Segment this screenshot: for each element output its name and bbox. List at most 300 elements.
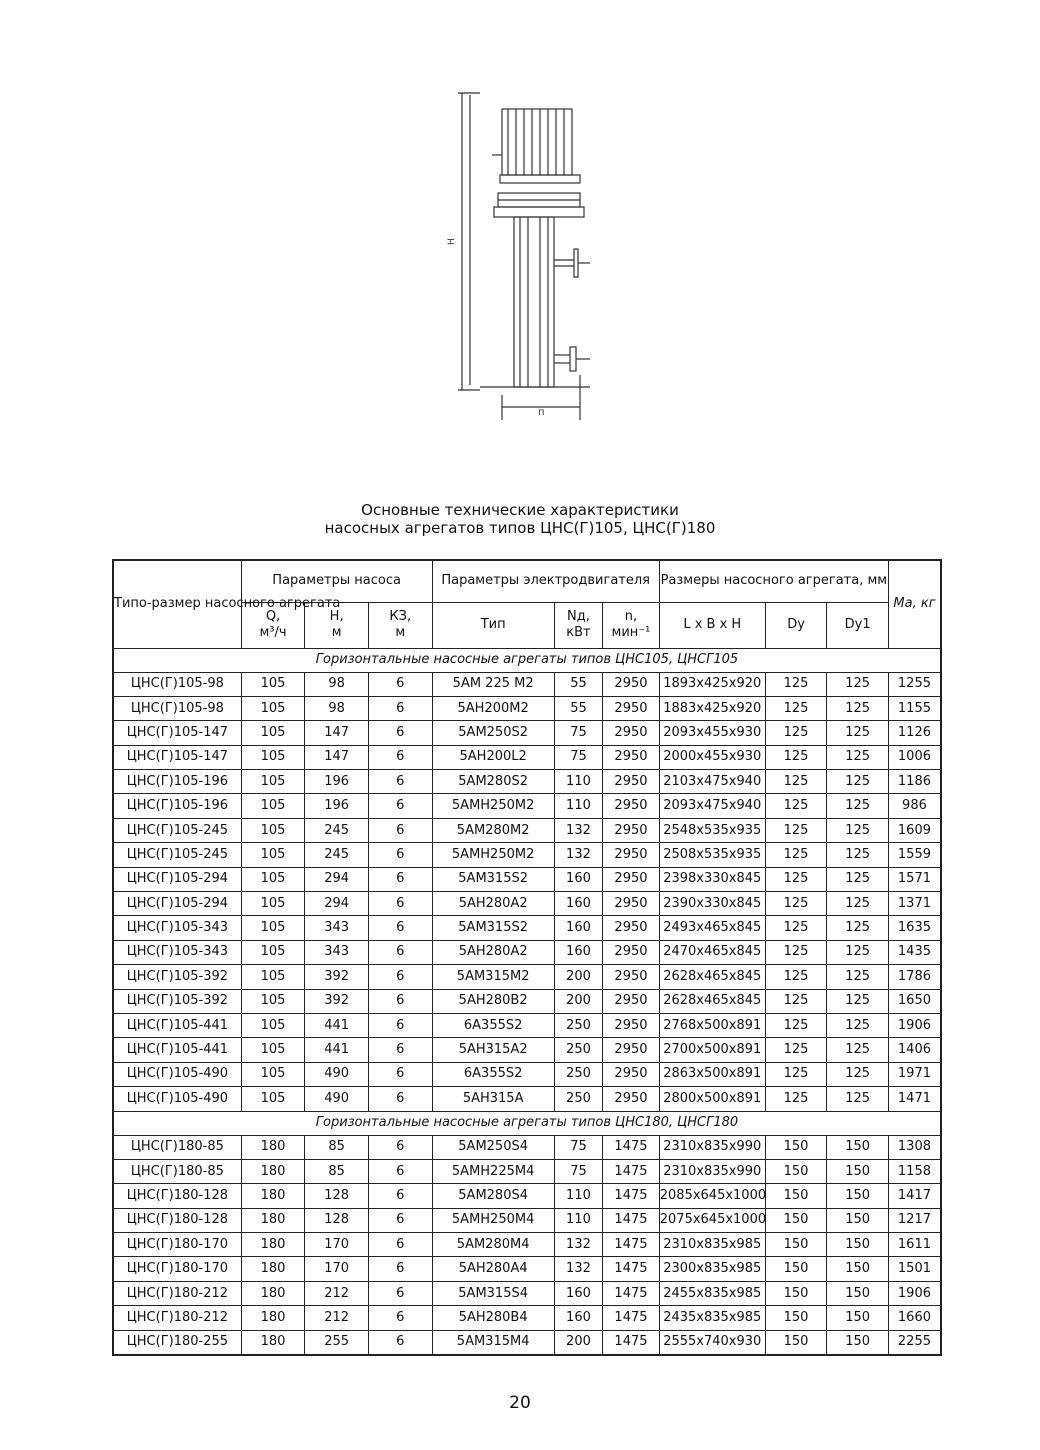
cell-q: 105 bbox=[241, 916, 305, 940]
cell-kz: 6 bbox=[368, 1281, 432, 1305]
cell-q: 180 bbox=[241, 1159, 305, 1183]
cell-dimensions: 2310x835x985 bbox=[659, 1233, 765, 1257]
cell-kz: 6 bbox=[368, 1135, 432, 1159]
cell-power: 250 bbox=[554, 1087, 602, 1111]
cell-kz: 6 bbox=[368, 696, 432, 720]
header-size: Типо-размер насосного агрегата bbox=[113, 560, 241, 648]
cell-size-name: ЦНС(Г)105-98 bbox=[113, 672, 241, 696]
cell-dy1: 150 bbox=[827, 1208, 889, 1232]
header-pump-params: Параметры насоса bbox=[241, 560, 432, 602]
cell-power: 110 bbox=[554, 1184, 602, 1208]
cell-dy1: 150 bbox=[827, 1159, 889, 1183]
cell-q: 180 bbox=[241, 1208, 305, 1232]
cell-kz: 6 bbox=[368, 1208, 432, 1232]
cell-kz: 6 bbox=[368, 940, 432, 964]
cell-motor-type: 5АМН250М2 bbox=[432, 843, 554, 867]
cell-dimensions: 2300x835x985 bbox=[659, 1257, 765, 1281]
cell-q: 105 bbox=[241, 843, 305, 867]
cell-h: 343 bbox=[305, 916, 369, 940]
header-lbh: L x B x H bbox=[659, 602, 765, 648]
cell-mass: 1006 bbox=[888, 745, 941, 769]
cell-q: 105 bbox=[241, 1087, 305, 1111]
cell-dimensions: 2863x500x891 bbox=[659, 1062, 765, 1086]
cell-h: 196 bbox=[305, 770, 369, 794]
cell-dy1: 125 bbox=[827, 1062, 889, 1086]
cell-size-name: ЦНС(Г)180-128 bbox=[113, 1208, 241, 1232]
cell-power: 200 bbox=[554, 989, 602, 1013]
header-nd: Nд, кВт bbox=[554, 602, 602, 648]
cell-dimensions: 2628x465x845 bbox=[659, 965, 765, 989]
cell-h: 128 bbox=[305, 1208, 369, 1232]
cell-dy: 150 bbox=[765, 1281, 827, 1305]
cell-motor-type: 5АМ315S2 bbox=[432, 867, 554, 891]
cell-size-name: ЦНС(Г)180-170 bbox=[113, 1257, 241, 1281]
cell-motor-type: 6А355S2 bbox=[432, 1013, 554, 1037]
cell-power: 250 bbox=[554, 1013, 602, 1037]
cell-dy1: 125 bbox=[827, 940, 889, 964]
cell-q: 105 bbox=[241, 1038, 305, 1062]
cell-motor-type: 5АМ315М4 bbox=[432, 1330, 554, 1355]
cell-dimensions: 2548x535x935 bbox=[659, 818, 765, 842]
cell-dimensions: 2800x500x891 bbox=[659, 1087, 765, 1111]
cell-power: 110 bbox=[554, 1208, 602, 1232]
cell-speed: 2950 bbox=[603, 1062, 660, 1086]
cell-h: 255 bbox=[305, 1330, 369, 1355]
cell-speed: 2950 bbox=[603, 818, 660, 842]
cell-dy1: 150 bbox=[827, 1184, 889, 1208]
cell-size-name: ЦНС(Г)105-343 bbox=[113, 916, 241, 940]
cell-power: 160 bbox=[554, 892, 602, 916]
cell-motor-type: 5АН315А2 bbox=[432, 1038, 554, 1062]
cell-motor-type: 5АМН225М4 bbox=[432, 1159, 554, 1183]
cell-q: 105 bbox=[241, 770, 305, 794]
header-dy1: Dy1 bbox=[827, 602, 889, 648]
cell-q: 180 bbox=[241, 1281, 305, 1305]
cell-q: 105 bbox=[241, 892, 305, 916]
cell-h: 490 bbox=[305, 1087, 369, 1111]
table-row bbox=[113, 1135, 941, 1159]
header-n: n, мин⁻¹ bbox=[603, 602, 660, 648]
pump-unit-drawing bbox=[440, 85, 620, 425]
cell-q: 180 bbox=[241, 1330, 305, 1355]
table-row bbox=[113, 1062, 941, 1086]
cell-power: 132 bbox=[554, 1233, 602, 1257]
cell-dy1: 125 bbox=[827, 770, 889, 794]
cell-q: 180 bbox=[241, 1135, 305, 1159]
cell-kz: 6 bbox=[368, 1330, 432, 1355]
cell-q: 180 bbox=[241, 1306, 305, 1330]
cell-dy1: 125 bbox=[827, 818, 889, 842]
header-motor-params: Параметры электродвигателя bbox=[432, 560, 659, 602]
cell-h: 294 bbox=[305, 892, 369, 916]
cell-mass: 1571 bbox=[888, 867, 941, 891]
cell-h: 490 bbox=[305, 1062, 369, 1086]
cell-mass: 1906 bbox=[888, 1281, 941, 1305]
cell-dimensions: 2508x535x935 bbox=[659, 843, 765, 867]
cell-mass: 1217 bbox=[888, 1208, 941, 1232]
table-row bbox=[113, 1184, 941, 1208]
cell-size-name: ЦНС(Г)105-441 bbox=[113, 1013, 241, 1037]
cell-speed: 2950 bbox=[603, 940, 660, 964]
cell-q: 105 bbox=[241, 672, 305, 696]
cell-dy: 150 bbox=[765, 1233, 827, 1257]
cell-dy: 150 bbox=[765, 1257, 827, 1281]
cell-dy: 125 bbox=[765, 892, 827, 916]
table-body bbox=[113, 648, 941, 1355]
cell-size-name: ЦНС(Г)105-98 bbox=[113, 696, 241, 720]
cell-motor-type: 5АН280А2 bbox=[432, 892, 554, 916]
table-row bbox=[113, 721, 941, 745]
cell-h: 170 bbox=[305, 1233, 369, 1257]
cell-kz: 6 bbox=[368, 965, 432, 989]
cell-dimensions: 2085x645x1000 bbox=[659, 1184, 765, 1208]
cell-dy1: 150 bbox=[827, 1233, 889, 1257]
cell-dy1: 125 bbox=[827, 965, 889, 989]
table-row bbox=[113, 989, 941, 1013]
cell-h: 343 bbox=[305, 940, 369, 964]
cell-motor-type: 5АН280А2 bbox=[432, 940, 554, 964]
cell-power: 132 bbox=[554, 818, 602, 842]
cell-size-name: ЦНС(Г)105-343 bbox=[113, 940, 241, 964]
cell-dy1: 125 bbox=[827, 843, 889, 867]
cell-dy1: 125 bbox=[827, 745, 889, 769]
cell-kz: 6 bbox=[368, 1257, 432, 1281]
cell-dy: 150 bbox=[765, 1135, 827, 1159]
cell-dimensions: 2093x455x930 bbox=[659, 721, 765, 745]
cell-motor-type: 5АМ315S2 bbox=[432, 916, 554, 940]
cell-kz: 6 bbox=[368, 745, 432, 769]
cell-mass: 1255 bbox=[888, 672, 941, 696]
cell-mass: 1559 bbox=[888, 843, 941, 867]
cell-q: 105 bbox=[241, 745, 305, 769]
cell-dy: 125 bbox=[765, 721, 827, 745]
header-type: Тип bbox=[432, 602, 554, 648]
cell-q: 180 bbox=[241, 1184, 305, 1208]
cell-q: 105 bbox=[241, 867, 305, 891]
cell-kz: 6 bbox=[368, 892, 432, 916]
cell-q: 105 bbox=[241, 818, 305, 842]
table-row bbox=[113, 770, 941, 794]
cell-mass: 1308 bbox=[888, 1135, 941, 1159]
cell-power: 75 bbox=[554, 1159, 602, 1183]
table-row bbox=[113, 745, 941, 769]
cell-h: 294 bbox=[305, 867, 369, 891]
cell-dimensions: 2555x740x930 bbox=[659, 1330, 765, 1355]
table-row bbox=[113, 892, 941, 916]
cell-dy: 125 bbox=[765, 989, 827, 1013]
cell-kz: 6 bbox=[368, 1159, 432, 1183]
table-row bbox=[113, 1208, 941, 1232]
cell-mass: 2255 bbox=[888, 1330, 941, 1355]
cell-q: 105 bbox=[241, 1013, 305, 1037]
cell-power: 75 bbox=[554, 1135, 602, 1159]
cell-mass: 1906 bbox=[888, 1013, 941, 1037]
cell-size-name: ЦНС(Г)180-128 bbox=[113, 1184, 241, 1208]
cell-power: 250 bbox=[554, 1062, 602, 1086]
header-kz: КЗ, м bbox=[368, 602, 432, 648]
cell-kz: 6 bbox=[368, 672, 432, 696]
table-row bbox=[113, 916, 941, 940]
cell-motor-type: 5АН280В4 bbox=[432, 1306, 554, 1330]
cell-q: 105 bbox=[241, 794, 305, 818]
cell-size-name: ЦНС(Г)180-85 bbox=[113, 1159, 241, 1183]
cell-mass: 1155 bbox=[888, 696, 941, 720]
cell-size-name: ЦНС(Г)105-147 bbox=[113, 745, 241, 769]
cell-dimensions: 2493x465x845 bbox=[659, 916, 765, 940]
cell-h: 147 bbox=[305, 745, 369, 769]
cell-dy1: 125 bbox=[827, 867, 889, 891]
cell-mass: 1158 bbox=[888, 1159, 941, 1183]
cell-power: 75 bbox=[554, 721, 602, 745]
cell-speed: 2950 bbox=[603, 794, 660, 818]
cell-q: 105 bbox=[241, 696, 305, 720]
cell-dy: 125 bbox=[765, 940, 827, 964]
cell-power: 160 bbox=[554, 1306, 602, 1330]
header-dimensions: Размеры насосного агрегата, мм bbox=[659, 560, 888, 602]
cell-motor-type: 5АН200М2 bbox=[432, 696, 554, 720]
header-h: Н, м bbox=[305, 602, 369, 648]
cell-power: 55 bbox=[554, 696, 602, 720]
section-heading-180: Горизонтальные насосные агрегаты типов ЦНС180, ЦНСГ180 bbox=[113, 1111, 941, 1135]
cell-dy1: 125 bbox=[827, 1087, 889, 1111]
cell-speed: 2950 bbox=[603, 696, 660, 720]
cell-size-name: ЦНС(Г)105-392 bbox=[113, 965, 241, 989]
cell-speed: 2950 bbox=[603, 1087, 660, 1111]
cell-mass: 1435 bbox=[888, 940, 941, 964]
table-title-line-1: Основные технические характеристики bbox=[361, 501, 679, 519]
cell-speed: 1475 bbox=[603, 1159, 660, 1183]
cell-dimensions: 1883x425x920 bbox=[659, 696, 765, 720]
cell-motor-type: 5АМ280М4 bbox=[432, 1233, 554, 1257]
table-row bbox=[113, 794, 941, 818]
cell-dy1: 150 bbox=[827, 1330, 889, 1355]
table-row bbox=[113, 867, 941, 891]
cell-kz: 6 bbox=[368, 818, 432, 842]
drawing-label-height: Н bbox=[447, 238, 457, 245]
cell-dy1: 150 bbox=[827, 1135, 889, 1159]
cell-dimensions: 2103x475x940 bbox=[659, 770, 765, 794]
cell-dy: 125 bbox=[765, 1087, 827, 1111]
cell-mass: 1650 bbox=[888, 989, 941, 1013]
cell-dimensions: 2075x645x1000 bbox=[659, 1208, 765, 1232]
cell-speed: 2950 bbox=[603, 965, 660, 989]
cell-dy: 125 bbox=[765, 745, 827, 769]
cell-motor-type: 5АН280В2 bbox=[432, 989, 554, 1013]
cell-dimensions: 2700x500x891 bbox=[659, 1038, 765, 1062]
cell-power: 200 bbox=[554, 965, 602, 989]
cell-dy: 125 bbox=[765, 794, 827, 818]
cell-dy: 125 bbox=[765, 770, 827, 794]
table-row bbox=[113, 940, 941, 964]
cell-dimensions: 2435x835x985 bbox=[659, 1306, 765, 1330]
cell-q: 105 bbox=[241, 965, 305, 989]
table-row bbox=[113, 965, 941, 989]
table-title-line-2: насосных агрегатов типов ЦНС(Г)105, ЦНС(Г)180 bbox=[324, 519, 716, 537]
cell-dy1: 125 bbox=[827, 721, 889, 745]
cell-dy1: 125 bbox=[827, 916, 889, 940]
cell-kz: 6 bbox=[368, 1013, 432, 1037]
cell-dy1: 125 bbox=[827, 892, 889, 916]
cell-speed: 1475 bbox=[603, 1281, 660, 1305]
cell-speed: 2950 bbox=[603, 1038, 660, 1062]
cell-speed: 2950 bbox=[603, 843, 660, 867]
cell-dy: 150 bbox=[765, 1208, 827, 1232]
cell-dimensions: 2310x835x990 bbox=[659, 1159, 765, 1183]
cell-h: 170 bbox=[305, 1257, 369, 1281]
cell-dimensions: 1893x425x920 bbox=[659, 672, 765, 696]
page-number: 20 bbox=[509, 1393, 531, 1413]
table-row bbox=[113, 818, 941, 842]
cell-mass: 1971 bbox=[888, 1062, 941, 1086]
cell-dimensions: 2470x465x845 bbox=[659, 940, 765, 964]
cell-size-name: ЦНС(Г)105-441 bbox=[113, 1038, 241, 1062]
cell-motor-type: 5АН280А4 bbox=[432, 1257, 554, 1281]
cell-dy: 150 bbox=[765, 1306, 827, 1330]
cell-dy1: 125 bbox=[827, 989, 889, 1013]
cell-kz: 6 bbox=[368, 843, 432, 867]
cell-motor-type: 5АМ280S4 bbox=[432, 1184, 554, 1208]
cell-dimensions: 2310x835x990 bbox=[659, 1135, 765, 1159]
cell-size-name: ЦНС(Г)105-245 bbox=[113, 843, 241, 867]
table-row bbox=[113, 1257, 941, 1281]
cell-size-name: ЦНС(Г)180-85 bbox=[113, 1135, 241, 1159]
cell-mass: 1126 bbox=[888, 721, 941, 745]
cell-dy: 125 bbox=[765, 843, 827, 867]
cell-dimensions: 2000x455x930 bbox=[659, 745, 765, 769]
cell-h: 196 bbox=[305, 794, 369, 818]
cell-dy1: 125 bbox=[827, 1013, 889, 1037]
cell-motor-type: 5АМН250М2 bbox=[432, 794, 554, 818]
cell-dimensions: 2628x465x845 bbox=[659, 989, 765, 1013]
cell-h: 98 bbox=[305, 672, 369, 696]
cell-speed: 1475 bbox=[603, 1233, 660, 1257]
cell-h: 212 bbox=[305, 1281, 369, 1305]
cell-kz: 6 bbox=[368, 770, 432, 794]
cell-h: 212 bbox=[305, 1306, 369, 1330]
cell-dy1: 125 bbox=[827, 696, 889, 720]
header-mass: Ма, кг bbox=[888, 560, 941, 648]
cell-power: 132 bbox=[554, 843, 602, 867]
cell-kz: 6 bbox=[368, 867, 432, 891]
cell-size-name: ЦНС(Г)180-255 bbox=[113, 1330, 241, 1355]
cell-motor-type: 5АМ315М2 bbox=[432, 965, 554, 989]
cell-power: 55 bbox=[554, 672, 602, 696]
table-row bbox=[113, 1281, 941, 1305]
cell-kz: 6 bbox=[368, 916, 432, 940]
cell-speed: 2950 bbox=[603, 770, 660, 794]
cell-size-name: ЦНС(Г)105-294 bbox=[113, 867, 241, 891]
cell-power: 160 bbox=[554, 940, 602, 964]
cell-motor-type: 5АМ250S4 bbox=[432, 1135, 554, 1159]
cell-power: 132 bbox=[554, 1257, 602, 1281]
cell-speed: 1475 bbox=[603, 1208, 660, 1232]
cell-h: 128 bbox=[305, 1184, 369, 1208]
cell-q: 180 bbox=[241, 1257, 305, 1281]
cell-kz: 6 bbox=[368, 1087, 432, 1111]
cell-q: 105 bbox=[241, 721, 305, 745]
cell-size-name: ЦНС(Г)105-490 bbox=[113, 1062, 241, 1086]
cell-speed: 2950 bbox=[603, 721, 660, 745]
table-row bbox=[113, 1306, 941, 1330]
cell-q: 105 bbox=[241, 1062, 305, 1086]
cell-size-name: ЦНС(Г)105-147 bbox=[113, 721, 241, 745]
cell-mass: 1609 bbox=[888, 818, 941, 842]
table-row bbox=[113, 672, 941, 696]
cell-h: 245 bbox=[305, 818, 369, 842]
cell-speed: 1475 bbox=[603, 1184, 660, 1208]
cell-power: 160 bbox=[554, 1281, 602, 1305]
cell-mass: 1611 bbox=[888, 1233, 941, 1257]
cell-power: 110 bbox=[554, 770, 602, 794]
cell-motor-type: 5АМН250М4 bbox=[432, 1208, 554, 1232]
cell-speed: 2950 bbox=[603, 867, 660, 891]
header-q: Q, м³/ч bbox=[241, 602, 305, 648]
cell-dimensions: 2093x475x940 bbox=[659, 794, 765, 818]
cell-kz: 6 bbox=[368, 1038, 432, 1062]
cell-kz: 6 bbox=[368, 1306, 432, 1330]
cell-speed: 2950 bbox=[603, 1013, 660, 1037]
cell-dy: 125 bbox=[765, 1062, 827, 1086]
cell-dy1: 150 bbox=[827, 1257, 889, 1281]
cell-speed: 1475 bbox=[603, 1257, 660, 1281]
cell-dy1: 125 bbox=[827, 1038, 889, 1062]
cell-power: 75 bbox=[554, 745, 602, 769]
cell-kz: 6 bbox=[368, 794, 432, 818]
cell-dy: 150 bbox=[765, 1159, 827, 1183]
cell-motor-type: 6А355S2 bbox=[432, 1062, 554, 1086]
cell-motor-type: 5АН315А bbox=[432, 1087, 554, 1111]
cell-size-name: ЦНС(Г)180-212 bbox=[113, 1306, 241, 1330]
cell-motor-type: 5АМ 225 М2 bbox=[432, 672, 554, 696]
cell-size-name: ЦНС(Г)105-294 bbox=[113, 892, 241, 916]
cell-mass: 1786 bbox=[888, 965, 941, 989]
cell-power: 160 bbox=[554, 916, 602, 940]
cell-mass: 1417 bbox=[888, 1184, 941, 1208]
cell-speed: 2950 bbox=[603, 989, 660, 1013]
table-row bbox=[113, 1013, 941, 1037]
cell-dimensions: 2455x835x985 bbox=[659, 1281, 765, 1305]
table-row bbox=[113, 1159, 941, 1183]
section-heading-105: Горизонтальные насосные агрегаты типов ЦНС105, ЦНСГ105 bbox=[113, 648, 941, 672]
cell-speed: 1475 bbox=[603, 1330, 660, 1355]
cell-q: 180 bbox=[241, 1233, 305, 1257]
cell-mass: 1635 bbox=[888, 916, 941, 940]
cell-power: 160 bbox=[554, 867, 602, 891]
cell-h: 392 bbox=[305, 965, 369, 989]
cell-mass: 1501 bbox=[888, 1257, 941, 1281]
cell-dy: 125 bbox=[765, 965, 827, 989]
cell-dy1: 150 bbox=[827, 1306, 889, 1330]
cell-dimensions: 2768x500x891 bbox=[659, 1013, 765, 1037]
cell-motor-type: 5АМ315S4 bbox=[432, 1281, 554, 1305]
cell-mass: 1471 bbox=[888, 1087, 941, 1111]
table-row bbox=[113, 696, 941, 720]
cell-h: 147 bbox=[305, 721, 369, 745]
cell-speed: 1475 bbox=[603, 1306, 660, 1330]
cell-mass: 1371 bbox=[888, 892, 941, 916]
table-row bbox=[113, 1038, 941, 1062]
cell-dy1: 150 bbox=[827, 1281, 889, 1305]
cell-size-name: ЦНС(Г)105-196 bbox=[113, 794, 241, 818]
cell-mass: 1186 bbox=[888, 770, 941, 794]
table-row bbox=[113, 843, 941, 867]
cell-power: 110 bbox=[554, 794, 602, 818]
cell-kz: 6 bbox=[368, 1184, 432, 1208]
cell-dy: 125 bbox=[765, 867, 827, 891]
cell-h: 441 bbox=[305, 1013, 369, 1037]
cell-dy1: 125 bbox=[827, 672, 889, 696]
cell-mass: 986 bbox=[888, 794, 941, 818]
